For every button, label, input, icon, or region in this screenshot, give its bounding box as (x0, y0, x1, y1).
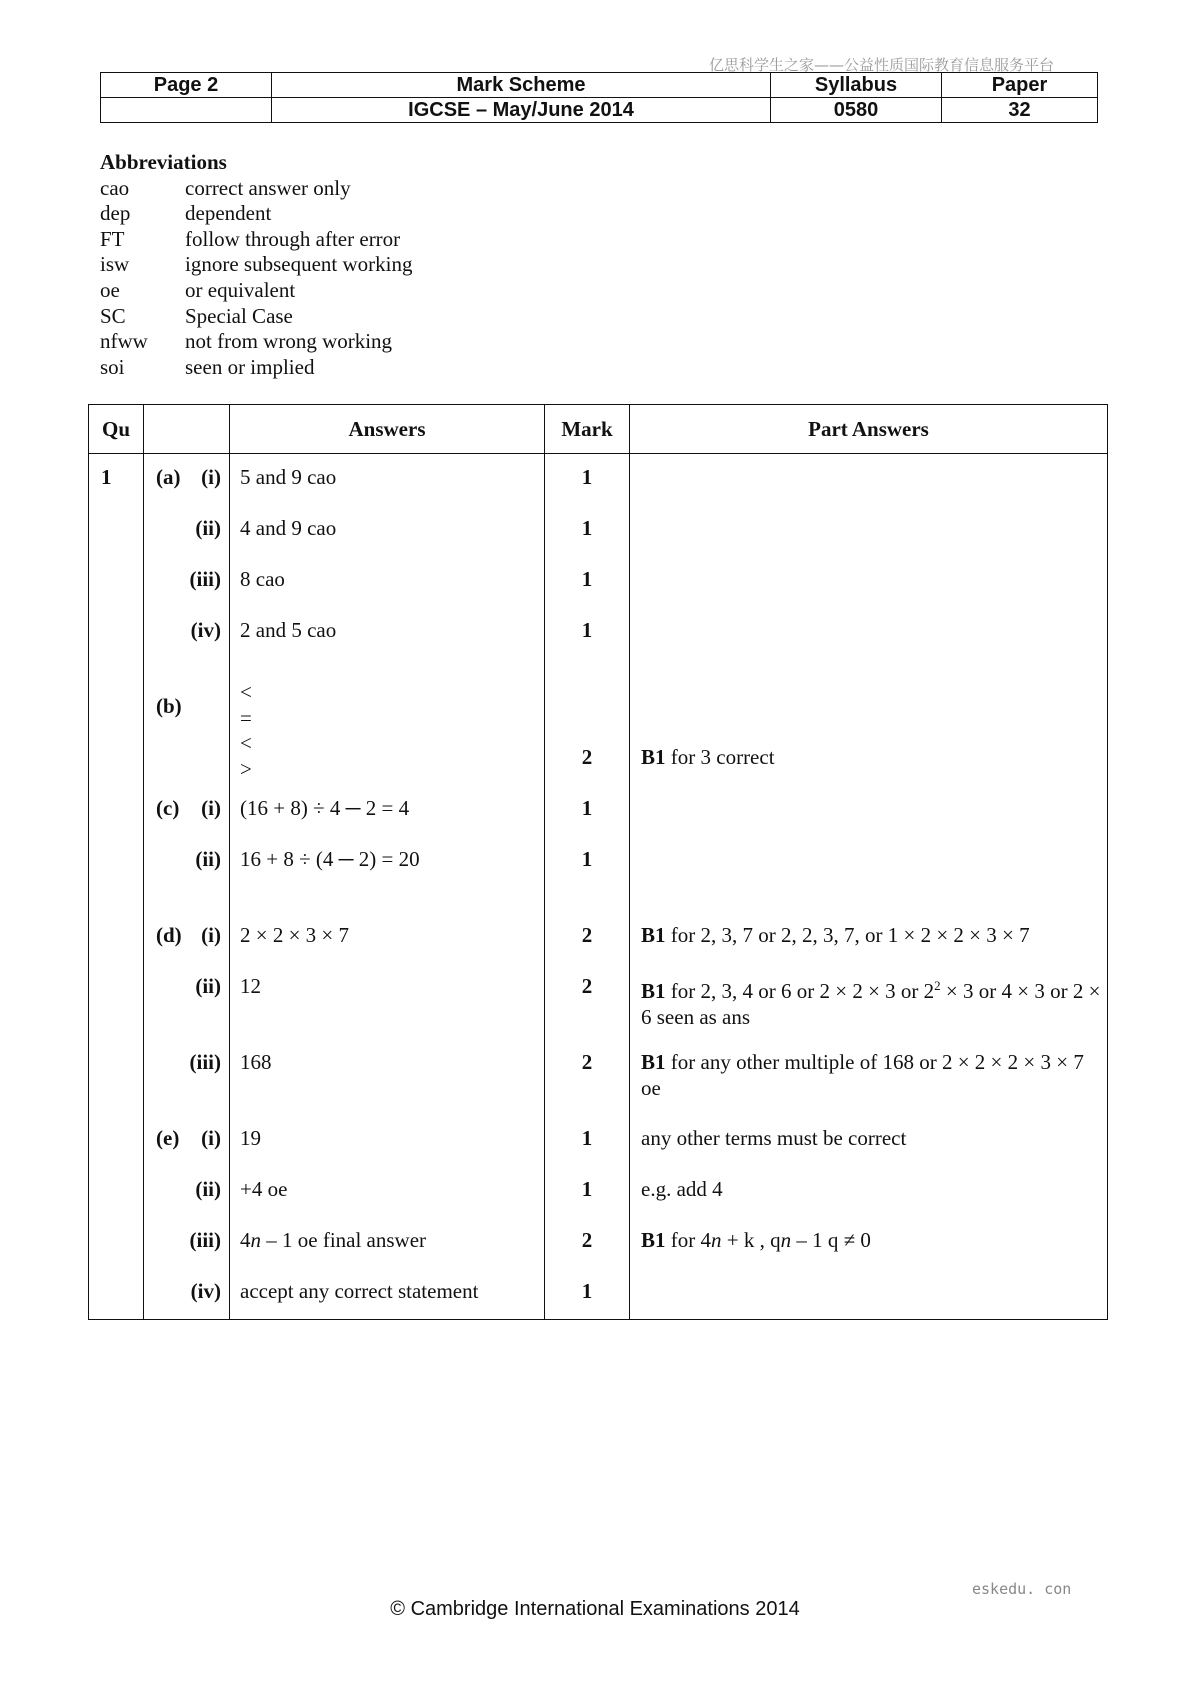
mark-cell (545, 454, 630, 1320)
answer: 19 (240, 1126, 261, 1150)
table-header-row (89, 405, 1108, 454)
part-label: (d) (i) (156, 923, 221, 947)
header-title: Mark Scheme (272, 73, 771, 98)
part-answer: B1 for 2, 3, 4 or 6 or 2 × 2 × 3 or $2^2 \times 3$ or 4 × 3 or 2 × 6 seen as ans (641, 978, 1101, 1029)
abbreviation-meaning: dependent (185, 201, 272, 226)
source-mark: eskedu. con (972, 1580, 1072, 1598)
mark: 1 (581, 847, 593, 871)
header-syllabus-label: Syllabus (771, 73, 942, 98)
part-cell (144, 454, 230, 1320)
part-label: (iii) (189, 567, 221, 591)
abbreviation-item (100, 278, 412, 304)
mark: 1 (581, 618, 593, 642)
mark: 2 (581, 745, 593, 769)
mark: 2 (581, 923, 593, 947)
abbreviation-code: FT (100, 226, 125, 251)
header-syllabus: 0580 (771, 98, 942, 123)
abbreviation-meaning: correct answer only (185, 175, 351, 200)
mark: 1 (581, 465, 593, 489)
abbreviation-meaning: ignore subsequent working (185, 252, 413, 277)
part-label: (iii) (189, 1228, 221, 1252)
abbreviation-item (100, 355, 412, 381)
answer: 4n – 1 oe final answer (240, 1228, 427, 1252)
part-label: (ii) (195, 847, 221, 871)
header-empty (101, 98, 272, 123)
abbreviation-code: nfww (100, 329, 148, 354)
answer: 12 (240, 974, 261, 998)
question-number: 1 (101, 465, 112, 489)
abbreviation-item (100, 252, 412, 278)
part-label: (ii) (195, 974, 221, 998)
answer: 2 × 2 × 3 × 7 (240, 923, 350, 947)
part-label: (c) (i) (156, 796, 221, 820)
part-answer-empty (630, 836, 1107, 912)
part-answer-empty (630, 1268, 1107, 1319)
abbreviation-item (100, 227, 412, 253)
part-answer: B1 for 4n + k , qn – 1 q ≠ 0 (641, 1228, 871, 1252)
part-answer: any other terms must be correct (641, 1126, 907, 1150)
abbreviations-title: Abbreviations (100, 150, 227, 174)
col-part (144, 405, 230, 454)
part-label: (ii) (195, 1177, 221, 1201)
abbreviation-item (100, 201, 412, 227)
part-answer: B1 for 2, 3, 7 or 2, 2, 3, 7, or 1 × 2 × 2 × 3 × 7 (641, 923, 1030, 947)
answer: 4 and 9 cao (240, 516, 337, 540)
abbreviation-code: isw (100, 252, 130, 277)
mark: 1 (581, 796, 593, 820)
answer: 16 + 8 ÷ (4 ─ 2) = 20 (240, 847, 420, 871)
part-label: (iii) (189, 1050, 221, 1074)
part-label: (e) (i) (156, 1126, 221, 1150)
qu-cell (89, 454, 144, 1320)
mark: 1 (581, 567, 593, 591)
part-answer: B1 for any other multiple of 168 or 2 × 2 × 2 × 3 × 7 oe (641, 1050, 1084, 1100)
answer: 2 and 5 cao (240, 618, 337, 642)
mark: 2 (581, 974, 593, 998)
abbreviation-meaning: or equivalent (185, 277, 296, 302)
mark: 2 (581, 1228, 593, 1252)
abbreviation-code: soi (100, 354, 125, 379)
answers-cell (230, 454, 545, 1320)
part-label: (a) (i) (156, 465, 221, 489)
comparison-symbol: > (240, 756, 252, 781)
header-exam: IGCSE – May/June 2014 (272, 98, 771, 123)
part-answer-empty (630, 556, 1107, 607)
header-table (100, 72, 1098, 123)
mark: 1 (581, 1177, 593, 1201)
part-label: (ii) (195, 516, 221, 540)
part-answer-empty (630, 607, 1107, 658)
answer: +4 oe (240, 1177, 288, 1201)
part-answer-empty (630, 785, 1107, 836)
part-answers-cell (630, 454, 1108, 1320)
abbreviation-item (100, 176, 412, 202)
abbreviation-code: dep (100, 201, 131, 226)
header-page: Page 2 (101, 73, 272, 98)
abbreviations (100, 150, 412, 380)
part-answer-empty (630, 454, 1107, 505)
part-answer-empty (630, 505, 1107, 556)
col-mark: Mark (545, 405, 630, 454)
mark: 1 (581, 1279, 593, 1303)
answer-comparison (230, 658, 544, 785)
header-paper: 32 (942, 98, 1098, 123)
comparison-symbol: < (240, 731, 252, 755)
answer: (16 + 8) ÷ 4 ─ 2 = 4 (240, 796, 410, 820)
part-label: (b) (156, 694, 182, 718)
mark: 2 (581, 1050, 593, 1074)
abbreviation-meaning: follow through after error (185, 226, 401, 251)
abbreviation-meaning: Special Case (185, 303, 293, 328)
abbreviation-meaning: seen or implied (185, 354, 315, 379)
abbreviation-code: SC (100, 303, 126, 328)
answer: 5 and 9 cao (240, 465, 337, 489)
answer: accept any correct statement (240, 1279, 479, 1303)
header-paper-label: Paper (942, 73, 1098, 98)
abbreviation-meaning: not from wrong working (185, 329, 393, 354)
mark: 1 (581, 516, 593, 540)
answer: 168 (240, 1050, 272, 1074)
comparison-symbol: < (240, 680, 252, 704)
part-answer: B1 for 3 correct (641, 745, 775, 769)
mark: 1 (581, 1126, 593, 1150)
part-answer: e.g. add 4 (641, 1177, 723, 1201)
table-body-row (89, 454, 1108, 1320)
watermark: 亿思科学生之家——公益性质国际教育信息服务平台 (708, 56, 1054, 74)
footer-copyright: © Cambridge International Examinations 2014 (390, 1598, 800, 1620)
comparison-symbol: = (240, 705, 252, 730)
col-qu: Qu (89, 405, 144, 454)
col-answers: Answers (230, 405, 545, 454)
col-part-answers: Part Answers (630, 405, 1108, 454)
abbreviation-code: cao (100, 175, 130, 200)
part-label: (iv) (190, 1279, 221, 1303)
abbreviation-item (100, 304, 412, 330)
mark-scheme-table (88, 404, 1108, 1320)
abbreviation-item (100, 329, 412, 355)
answer: 8 cao (240, 567, 285, 591)
part-label: (iv) (190, 618, 221, 642)
abbreviation-code: oe (100, 277, 120, 302)
